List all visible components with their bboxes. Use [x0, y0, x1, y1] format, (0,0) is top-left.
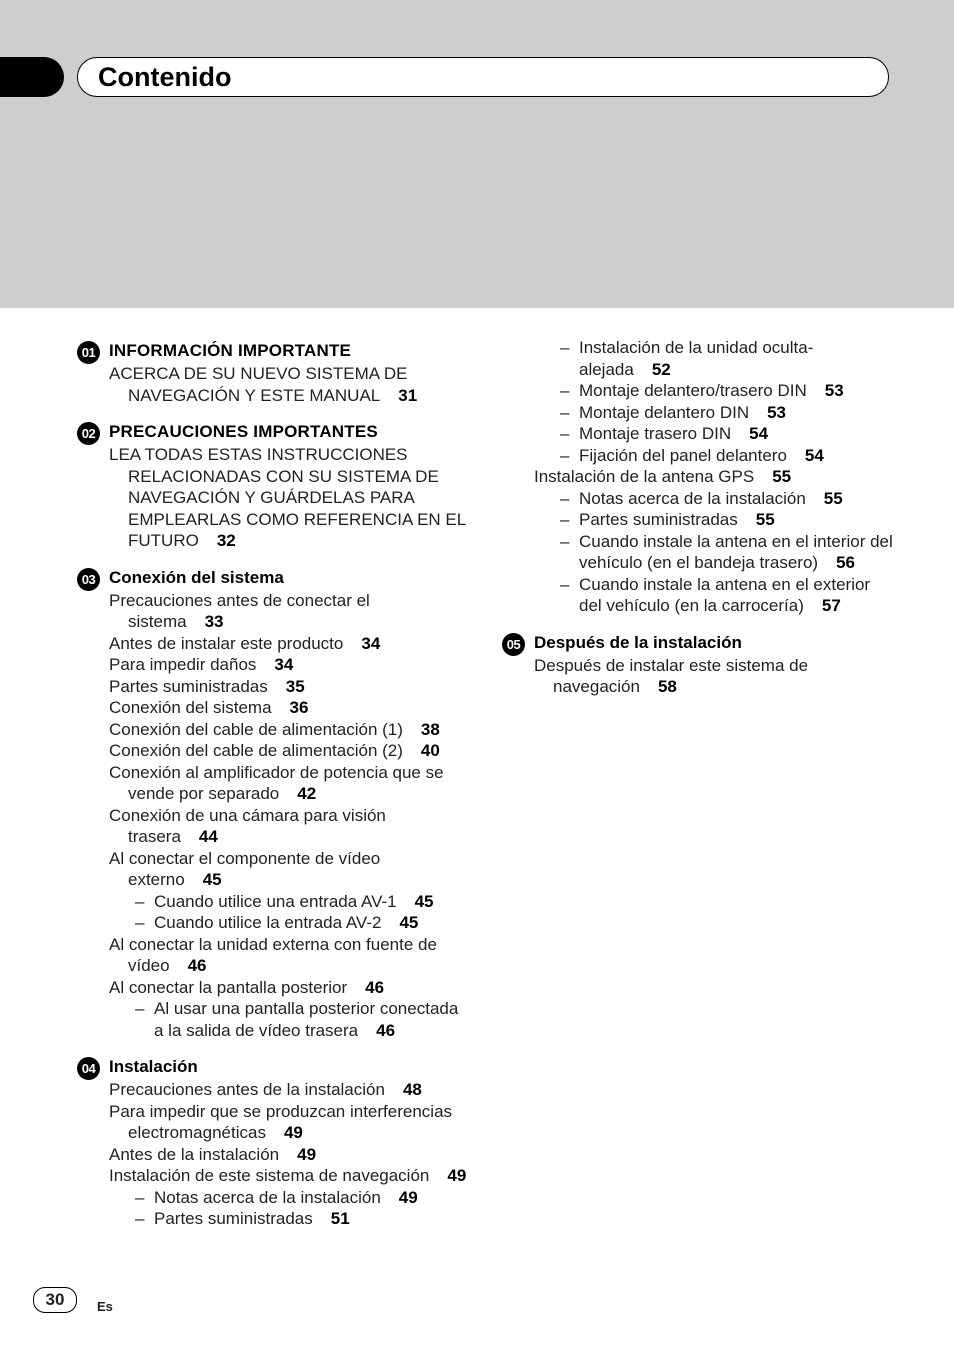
- toc-entry-text: Partes suministradas: [579, 510, 738, 529]
- toc-page-number: 54: [804, 445, 824, 465]
- dash-bullet: –: [560, 488, 570, 508]
- toc-entry[interactable]: [109, 363, 469, 406]
- dash-bullet: –: [560, 510, 570, 529]
- toc-entry[interactable]: [109, 1208, 469, 1230]
- toc-page-number: 35: [285, 676, 305, 696]
- toc-page-number: 34: [361, 633, 381, 653]
- toc-entry[interactable]: [109, 719, 469, 741]
- toc-page-number: 49: [297, 1144, 317, 1164]
- toc-page-number: 58: [657, 677, 677, 696]
- toc-page-number: 42: [297, 784, 317, 803]
- toc-page-number: 46: [187, 956, 207, 975]
- dash-bullet: –: [135, 1187, 145, 1207]
- section-heading[interactable]: PRECAUCIONES IMPORTANTES: [109, 422, 378, 441]
- toc-page-number: 49: [398, 1187, 418, 1207]
- toc-entry-text: Precauciones antes de la instalación: [109, 1080, 385, 1099]
- header-background: [0, 0, 954, 308]
- toc-entry-text: Cuando utilice una entrada AV-1: [154, 891, 397, 911]
- toc-page-number: 40: [420, 741, 440, 760]
- toc-entry-text: Notas acerca de la instalación: [154, 1187, 381, 1207]
- toc-entry[interactable]: [534, 445, 894, 467]
- dash-bullet: –: [560, 424, 570, 443]
- toc-entry-text: Conexión del sistema: [109, 698, 272, 717]
- dash-bullet: –: [560, 574, 570, 594]
- toc-section: [81, 1055, 469, 1230]
- toc-entry-text: Al conectar la pantalla posterior: [109, 977, 348, 997]
- toc-entry[interactable]: [534, 531, 894, 574]
- toc-page-number: 49: [283, 1123, 303, 1142]
- chapter-number-badge: 03: [77, 568, 100, 591]
- toc-entry[interactable]: [109, 891, 469, 913]
- toc-page-number: 55: [772, 467, 792, 486]
- toc-page-number: 54: [749, 424, 769, 443]
- toc-entry-text: Instalación de la antena GPS: [534, 467, 755, 486]
- toc-entry[interactable]: [109, 1165, 469, 1187]
- dash-bullet: –: [560, 531, 570, 551]
- toc-entry-text: Montaje delantero DIN: [579, 402, 750, 422]
- toc-entry[interactable]: [534, 509, 894, 531]
- section-heading[interactable]: Después de la instalación: [534, 632, 742, 652]
- toc-page-number: 49: [447, 1166, 467, 1185]
- toc-entry-text: Fijación del panel delantero: [579, 445, 787, 465]
- toc-entry-text: Al conectar el componente de vídeo externo: [109, 848, 381, 889]
- toc-entry-text: Cuando instale la antena en el exterior del vehículo (en la carrocería): [579, 574, 871, 615]
- chapter-number-badge: 01: [77, 341, 100, 364]
- toc-entry[interactable]: [109, 998, 469, 1041]
- toc-section: [81, 339, 469, 420]
- toc-entry-text: LEA TODAS ESTAS INSTRUCCIONES RELACIONADAS CON SU SISTEMA DE NAVEGACIÓN Y GUÁRDELAS PARA EMPLEARLAS COMO REFERENCIA EN EL FUTURO: [109, 445, 466, 550]
- dash-bullet: –: [135, 891, 145, 911]
- toc-entry[interactable]: [109, 1079, 469, 1101]
- toc-entry-text: Montaje delantero/trasero DIN: [579, 381, 807, 400]
- toc-entry[interactable]: [109, 676, 469, 698]
- toc-page-number: 36: [289, 698, 309, 717]
- toc-section: [81, 566, 469, 1056]
- toc-page-number: 45: [414, 891, 434, 911]
- chapter-number-badge: 05: [502, 633, 525, 656]
- toc-page-number: 51: [330, 1209, 350, 1228]
- toc-entry-text: Conexión de una cámara para visión trasera: [109, 805, 386, 846]
- toc-page-number: 52: [651, 359, 671, 379]
- toc-section: [81, 420, 469, 566]
- toc-entry[interactable]: [109, 740, 469, 762]
- page-title: Contenido: [98, 62, 232, 92]
- toc-entry[interactable]: [109, 912, 469, 934]
- language-code: Es: [97, 1299, 113, 1314]
- toc-entry[interactable]: [109, 654, 469, 676]
- section-heading[interactable]: Conexión del sistema: [109, 567, 284, 587]
- toc-entry[interactable]: [109, 1187, 469, 1209]
- toc-page-number: 46: [376, 1020, 396, 1040]
- dash-bullet: –: [135, 913, 145, 932]
- toc-entry-text: Notas acerca de la instalación: [579, 488, 806, 508]
- toc-page-number: 56: [836, 553, 856, 572]
- toc-entry[interactable]: [534, 574, 894, 617]
- toc-entry-text: Conexión del cable de alimentación (1): [109, 719, 403, 739]
- toc-entry-text: Conexión del cable de alimentación (2): [109, 741, 403, 760]
- page-number: 30: [33, 1287, 77, 1313]
- section-heading[interactable]: Instalación: [109, 1057, 198, 1076]
- toc-entry-text: Instalación de la unidad oculta-alejada: [579, 338, 814, 379]
- toc-page-number: 32: [216, 531, 236, 550]
- toc-entry-text: Precauciones antes de conectar el sistema: [109, 590, 370, 631]
- toc-entry[interactable]: [534, 423, 894, 445]
- dash-bullet: –: [560, 445, 570, 465]
- toc-entry-text: Antes de instalar este producto: [109, 633, 344, 653]
- toc-entry-text: Después de instalar este sistema de navegación: [534, 655, 809, 696]
- toc-section: [506, 631, 894, 698]
- toc-entry[interactable]: [109, 1144, 469, 1166]
- toc-column-left: [81, 339, 469, 1230]
- dash-bullet: –: [560, 381, 570, 400]
- toc-entry-text: Al conectar la unidad externa con fuente de vídeo: [109, 934, 437, 975]
- toc-entry-text: ACERCA DE SU NUEVO SISTEMA DE NAVEGACIÓN Y ESTE MANUAL: [109, 364, 408, 405]
- toc-page-number: 55: [823, 488, 843, 508]
- toc-entry-text: Para impedir daños: [109, 655, 257, 674]
- title-bar: [77, 57, 889, 97]
- toc-page-number: 53: [824, 381, 844, 400]
- chapter-number-badge: 04: [77, 1057, 100, 1080]
- toc-entry[interactable]: [109, 590, 469, 633]
- toc-entry[interactable]: [534, 466, 894, 488]
- toc-entry[interactable]: [109, 697, 469, 719]
- chapter-number-badge: 02: [77, 422, 100, 445]
- toc-page-number: 57: [821, 596, 841, 615]
- toc-entry[interactable]: [109, 934, 469, 977]
- toc-entry[interactable]: [534, 402, 894, 424]
- toc-page-number: 48: [402, 1080, 422, 1099]
- toc-entry[interactable]: [534, 337, 894, 380]
- toc-page-number: 31: [398, 385, 418, 405]
- toc-entry-text: Instalación de este sistema de navegación: [109, 1166, 430, 1185]
- toc-page-number: 45: [399, 913, 419, 932]
- toc-entry-text: Al usar una pantalla posterior conectada a la salida de vídeo trasera: [154, 999, 459, 1040]
- toc-entry-text: Cuando utilice la entrada AV-2: [154, 913, 382, 932]
- dash-bullet: –: [135, 1209, 145, 1228]
- toc-entry-text: Para impedir que se produzcan interferencias electromagnéticas: [109, 1101, 453, 1142]
- toc-page-number: 45: [202, 870, 222, 889]
- toc-entry[interactable]: [109, 805, 469, 848]
- toc-page-number: 55: [755, 510, 775, 529]
- section-tab-marker: [0, 57, 64, 97]
- toc-page-number: 34: [274, 655, 294, 674]
- toc-entry-text: Antes de la instalación: [109, 1144, 280, 1164]
- section-heading[interactable]: INFORMACIÓN IMPORTANTE: [109, 341, 352, 360]
- toc-column-right: [506, 337, 894, 698]
- toc-entry-text: Partes suministradas: [154, 1209, 313, 1228]
- toc-page-number: 33: [204, 612, 224, 631]
- toc-entry[interactable]: [109, 633, 469, 655]
- toc-page-number: 44: [198, 827, 218, 846]
- toc-entry[interactable]: [109, 1101, 469, 1144]
- dash-bullet: –: [560, 402, 570, 422]
- toc-entry-text: Montaje trasero DIN: [579, 424, 732, 443]
- toc-page-number: 38: [420, 719, 440, 739]
- toc-entry[interactable]: [109, 762, 469, 805]
- toc-entry[interactable]: [534, 380, 894, 402]
- toc-page-number: 53: [767, 402, 787, 422]
- toc-entry[interactable]: [534, 655, 894, 698]
- toc-entry-text: Cuando instale la antena en el interior del vehículo (en el bandeja trasero): [579, 531, 893, 572]
- toc-page-number: 46: [365, 977, 385, 997]
- toc-entry-text: Conexión al amplificador de potencia que se vende por separado: [109, 762, 444, 803]
- toc-entry[interactable]: [109, 848, 469, 891]
- toc-entry-text: Partes suministradas: [109, 676, 268, 696]
- toc-entry[interactable]: [534, 488, 894, 510]
- toc-entry[interactable]: [109, 444, 469, 552]
- dash-bullet: –: [560, 338, 570, 357]
- dash-bullet: –: [135, 999, 145, 1018]
- toc-entry[interactable]: [109, 977, 469, 999]
